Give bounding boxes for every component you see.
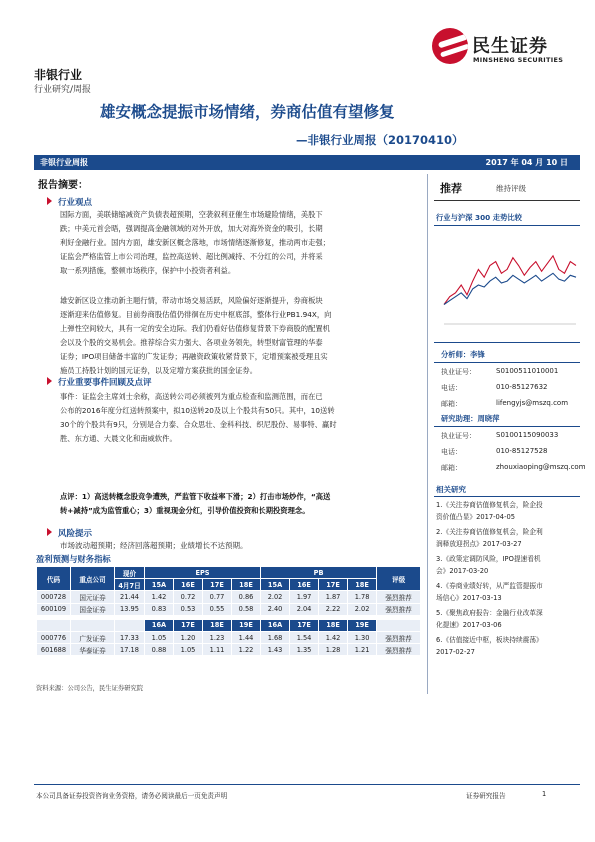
events-paragraph: 事件：证监会主席刘士余称，高送转公司必须被列为重点检查和监测范围，而在已 公布的2016年度分红送转预案中，拟10送转20及以上个股共有50只。其中，10送转 30个的个股共有9只，分别是合力泰、合众思壮、金科科技、织尼股份、易事特、赢时 胜、东方通、大晨文化和南威软件。 [60,392,337,443]
col-header-year: 17E [290,619,319,631]
report-subtitle: —非银行业周报（20170410） [296,133,464,147]
industry-name: 非银行业 [34,68,83,82]
table-cell: 0.83 [145,603,174,615]
view-paragraph-2: 雄安新区设立推动新主题行情，带动市场交易活跃，风险偏好逐渐提升，券商板块 逐渐迎来估值修复。目前券商股估值仍徘徊在历史中枢底部，整体行业PB1.94X，向 上弹性空间较大，具有一定的安全边际。我们仍看好估值修复背景下券商股的配置机 会以及个股的交易机会。推荐综合实力强大、各项业务领先，转型财富管理的华泰 证券；IPO项目储备丰富的广发证券；再融资政策收紧背景下，定增预案被受理且实 施员工持股计划的国元证券，以及定增方案获批的国金证券。 [60,296,332,375]
col-header-year: 19E [348,619,377,631]
header-band [34,155,580,170]
table-cell: 强烈推荐 [377,603,421,615]
table-cell: 0.58 [232,603,261,615]
table-header-row [37,619,421,631]
table-cell: 2.40 [261,603,290,615]
triangle-bullet-icon [47,528,52,536]
table-cell: 国金证券 [71,603,115,615]
table-cell: 0.53 [174,603,203,615]
table-cell: 1.23 [203,631,232,643]
divider [434,496,580,497]
table-cell: 601688 [37,644,71,656]
trend-chart [436,236,582,336]
report-title: 雄安概念提振市场情绪，券商估值有望修复 [100,103,395,121]
logo-text-cn: 民生证券 [472,36,548,57]
view-paragraph-1: 国际方面，美联储缩减资产负债表超预期，空袭叙利亚催生市场避险情绪，美股下 跌；中美元首会晤，强调提高金融领域的对外开放，加大对海外资金的吸引，长期 利好金融行业。国内方面，雄安新区概念落地，市场情绪逐渐修复，推动两市走强； 证监会严格监管上市公司治理，监控高送转、超比例减持、不分红的公司，并将采 取一系列措施，整顿市场秩序，保护中小投资者利益。 [60,210,330,275]
table-cell: 1.21 [348,644,377,656]
series-line-industry [444,256,576,305]
related-item[interactable]: 5.《聚焦政府报告：金融行业改革深 化提速》2017-03-06 [436,609,543,629]
col-header-year: 16A [145,619,174,631]
table-cell: 1.22 [232,644,261,656]
minsheng-logo [432,28,582,70]
table-cell: 1.28 [319,644,348,656]
col-header-year: 17E [174,619,203,631]
analyst-heading: 分析师：李锋 [441,350,485,359]
divider [434,426,580,427]
divider [434,362,580,363]
table-cell: 1.68 [261,631,290,643]
table-cell: 2.22 [319,603,348,615]
table-cell: 强烈推荐 [377,591,421,603]
table-cell: 17.33 [115,631,145,643]
table-cell: 2.02 [348,603,377,615]
footer-label: 证券研究报告 [466,792,506,800]
analyst-tel: 010-85127632 [496,383,548,391]
table-cell: 1.42 [319,631,348,643]
col-header-rating: 评级 [377,567,421,591]
table-cell: 0.88 [145,644,174,656]
table-cell: 华泰证券 [71,644,115,656]
events-comment: 点评：1）高送转概念股竞争遭殃，严监管下收益率下滑；2）打击市场炒作，“高送 转+减持”成为监管重心；3）重视现金分红，引导价值投资和长期投资理念。 [60,492,331,515]
table-cell: 21.44 [115,591,145,603]
related-research-title: 相关研究 [436,485,466,494]
band-left-text: 非银行业周报 [40,158,88,167]
risk-text: 市场波动超预期；经济回落超预期；业绩增长不达预期。 [60,541,248,550]
col-header-year: 16A [261,619,290,631]
table-cell: 2.02 [261,591,290,603]
related-item[interactable]: 4.《券商业绩好转，从严监管提振市 场信心》2017-03-13 [436,582,543,602]
abstract-title: 报告摘要： [38,180,88,191]
footer-divider [34,784,580,785]
table-cell: 13.95 [115,603,145,615]
analyst-email-label: 邮箱： [441,400,462,408]
report-date: 2017 年 04 月 10 日 [485,158,568,167]
table-cell: 1.54 [290,631,319,643]
divider [434,342,580,343]
related-item[interactable]: 1.《关注券商估值修复机会，险企投 资价值凸显》2017-04-05 [436,501,543,521]
table-cell: 0.86 [232,591,261,603]
assistant-email-label: 邮箱： [441,464,462,472]
related-item[interactable]: 3.《政策定调防风险，IPO提速看机 会》2017-03-20 [436,555,541,575]
col-header-year: 16E [174,579,203,591]
table-cell: 1.43 [261,644,290,656]
table-cell: 0.77 [203,591,232,603]
col-header-pb: PB [261,567,377,579]
col-header-year: 18E [348,579,377,591]
table-cell: 000776 [37,631,71,643]
table-title: 盈利预测与财务指标 [36,553,420,567]
table-cell: 国元证券 [71,591,115,603]
col-header-year: 18E [319,619,348,631]
table-cell: 1.05 [174,644,203,656]
table-row [37,603,421,615]
divider [434,225,580,226]
table-source: 资料来源：公司公告，民生证券研究院 [36,685,144,692]
divider [434,200,580,201]
analyst-tel-label: 电话： [441,384,462,392]
table-cell: 1.20 [174,631,203,643]
col-header-price: 现价 [115,567,145,579]
col-header-year: 15A [145,579,174,591]
table-cell: 1.35 [290,644,319,656]
assistant-cert: S0100115090033 [496,431,559,439]
triangle-bullet-icon [47,197,52,205]
forecast-table [36,566,421,656]
section-heading-view: 行业观点 [47,196,92,208]
col-header-year: 16E [290,579,319,591]
col-header-year: 19E [232,619,261,631]
table-cell: 1.78 [348,591,377,603]
minsheng-logo-icon [432,28,468,64]
related-item[interactable]: 2.《关注券商估值修复机会，险企利 润释放迎拐点》2017-03-27 [436,528,543,548]
table-cell: 1.42 [145,591,174,603]
section-heading-risk: 风险提示 [47,527,92,539]
table-cell: 1.44 [232,631,261,643]
col-header-code: 代码 [37,567,71,591]
table-cell: 广发证券 [71,631,115,643]
related-item[interactable]: 6.《估值接近中枢，板块持续震荡》 2017-02-27 [436,636,543,656]
table-cell: 000728 [37,591,71,603]
table-header-row [37,567,421,579]
table-row [37,591,421,603]
table-cell: 强烈推荐 [377,631,421,643]
col-header-year: 17E [203,579,232,591]
assistant-cert-label: 执业证号： [441,432,476,440]
report-type: 行业研究/周报 [34,85,92,95]
logo-text-en: MINSHENG SECURITIES [473,56,564,64]
assistant-email[interactable]: zhouxiaoping@mszq.com [496,463,586,471]
section-heading-events: 行业重要事件回顾及点评 [47,376,152,388]
column-divider [427,174,428,694]
table-row [37,631,421,643]
table-cell: 1.11 [203,644,232,656]
assistant-tel: 010-85127528 [496,447,548,455]
table-cell: 600109 [37,603,71,615]
col-header-eps: EPS [145,567,261,579]
col-header-year: 17E [319,579,348,591]
col-header-company: 重点公司 [71,567,115,591]
col-header-year: 18E [203,619,232,631]
chart-title: 行业与沪深 300 走势比较 [436,213,522,222]
table-row [37,644,421,656]
table-cell: 1.05 [145,631,174,643]
rating: 推荐 [440,182,462,195]
footer-disclaimer: 本公司具备证券投资咨询业务资格，请务必阅读最后一页免责声明 [36,792,228,800]
table-cell: 0.72 [174,591,203,603]
col-header-year: 18E [232,579,261,591]
analyst-cert: S0100511010001 [496,367,559,375]
col-header-date: 4月7日 [115,579,145,591]
assistant-tel-label: 电话： [441,448,462,456]
rating-note: 维持评级 [496,184,526,193]
table-cell: 17.18 [115,644,145,656]
analyst-email[interactable]: lifengyjs@mszq.com [496,399,569,407]
analyst-cert-label: 执业证号： [441,368,476,376]
col-header-year: 15A [261,579,290,591]
table-cell: 1.30 [348,631,377,643]
assistant-heading: 研究助理：周晓萍 [441,414,500,423]
table-cell: 强烈推荐 [377,644,421,656]
page-number: 1 [542,790,547,798]
table-cell: 2.04 [290,603,319,615]
table-cell: 0.55 [203,603,232,615]
table-cell: 1.87 [319,591,348,603]
table-cell: 1.97 [290,591,319,603]
triangle-bullet-icon [47,377,52,385]
